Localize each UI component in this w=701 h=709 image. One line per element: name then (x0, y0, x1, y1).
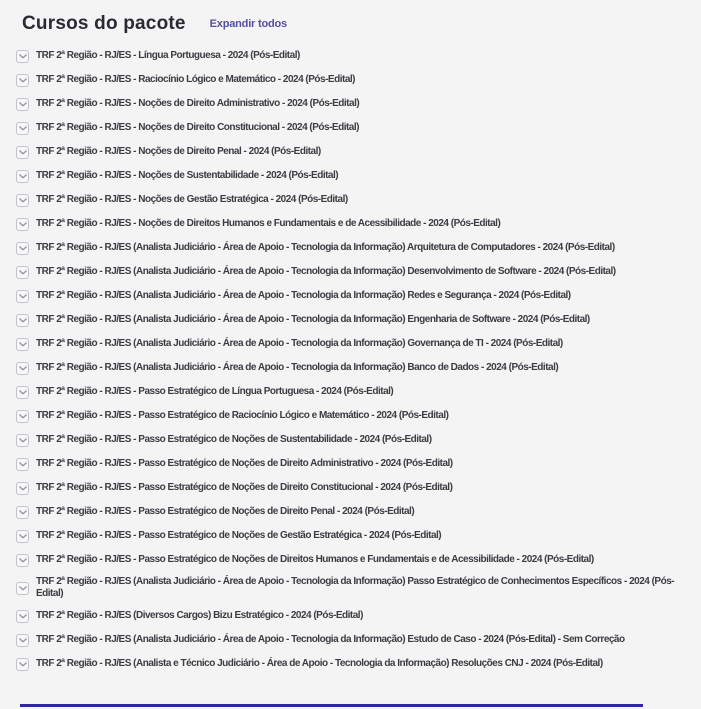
course-row[interactable] (16, 284, 701, 308)
course-title: TRF 2ª Região - RJ/ES - Noções de Sustentabilidade - 2024 (Pós-Edital) (36, 170, 339, 181)
course-expander-icon (16, 170, 29, 183)
chevron-down-icon (19, 150, 27, 155)
course-row[interactable] (16, 212, 701, 236)
chevron-down-icon (19, 78, 27, 83)
course-expander-icon (16, 554, 29, 567)
course-title: TRF 2ª Região - RJ/ES - Noções de Direito Administrativo - 2024 (Pós-Edital) (36, 98, 360, 109)
course-title: TRF 2ª Região - RJ/ES (Diversos Cargos) Bizu Estratégico - 2024 (Pós-Edital) (36, 610, 363, 621)
course-row[interactable] (16, 548, 701, 572)
expand-all-link[interactable]: Expandir todos (209, 18, 287, 30)
course-row[interactable] (16, 500, 701, 524)
chevron-down-icon (19, 414, 27, 419)
course-row[interactable] (16, 164, 701, 188)
chevron-down-icon (19, 438, 27, 443)
course-row[interactable] (16, 44, 701, 68)
course-expander-icon (16, 338, 29, 351)
course-row[interactable] (16, 68, 701, 92)
course-row[interactable] (16, 476, 701, 500)
course-row[interactable] (16, 332, 701, 356)
course-title: TRF 2ª Região - RJ/ES - Passo Estratégico de Noções de Direito Constitucional - 2024 (Pós-Edital) (36, 482, 453, 493)
chevron-down-icon (19, 390, 27, 395)
course-expander-icon (16, 218, 29, 231)
course-expander-icon (16, 582, 29, 595)
course-expander-icon (16, 362, 29, 375)
course-title: TRF 2ª Região - RJ/ES (Analista Judiciário - Área de Apoio - Tecnologia da Informação) Governança de TI - 2024 (Pós-Edital) (36, 338, 563, 349)
course-expander-icon (16, 410, 29, 423)
chevron-down-icon (19, 270, 27, 275)
course-row[interactable] (16, 140, 701, 164)
course-row[interactable] (16, 452, 701, 476)
course-title: TRF 2ª Região - RJ/ES - Passo Estratégico de Noções de Direito Administrativo - 2024 (Pós-Edital) (36, 458, 453, 469)
course-expander-icon (16, 290, 29, 303)
course-expander-icon (16, 386, 29, 399)
course-title: TRF 2ª Região - RJ/ES (Analista Judiciário - Área de Apoio - Tecnologia da Informação) Engenharia de Software - 2024 (Pós-Edital) (36, 314, 590, 325)
course-row[interactable] (16, 308, 701, 332)
chevron-down-icon (19, 198, 27, 203)
bottom-divider (20, 704, 643, 707)
course-title: TRF 2ª Região - RJ/ES (Analista e Técnico Judiciário - Área de Apoio - Tecnologia da Informação) Resoluções CNJ - 2024 (Pós-Edital) (36, 658, 603, 669)
course-title: TRF 2ª Região - RJ/ES (Analista Judiciário - Área de Apoio - Tecnologia da Informação) Redes e Segurança - 2024 (Pós-Edital) (36, 290, 571, 301)
chevron-down-icon (19, 462, 27, 467)
course-title: TRF 2ª Região - RJ/ES (Analista Judiciário - Área de Apoio - Tecnologia da Informação) Desenvolvimento de Software - 2024 (Pós-Edital) (36, 266, 616, 277)
course-expander-icon (16, 146, 29, 159)
chevron-down-icon (19, 510, 27, 515)
course-title: TRF 2ª Região - RJ/ES - Passo Estratégico de Noções de Sustentabilidade - 2024 (Pós-Edital) (36, 434, 432, 445)
course-expander-icon (16, 194, 29, 207)
course-expander-icon (16, 122, 29, 135)
course-title: TRF 2ª Região - RJ/ES - Passo Estratégico de Língua Portuguesa - 2024 (Pós-Edital) (36, 386, 394, 397)
course-title: TRF 2ª Região - RJ/ES - Passo Estratégico de Noções de Direitos Humanos e Fundamentais e de Acessibilidade - 2024 (Pós-Edital) (36, 554, 594, 565)
page-title: Cursos do pacote (22, 13, 186, 34)
course-expander-icon (16, 610, 29, 623)
course-row[interactable] (16, 572, 701, 604)
course-expander-icon (16, 50, 29, 63)
course-title: TRF 2ª Região - RJ/ES - Língua Portuguesa - 2024 (Pós-Edital) (36, 50, 300, 61)
chevron-down-icon (19, 126, 27, 131)
course-expander-icon (16, 658, 29, 671)
course-title: TRF 2ª Região - RJ/ES - Noções de Gestão Estratégica - 2024 (Pós-Edital) (36, 194, 348, 205)
course-row[interactable] (16, 356, 701, 380)
chevron-down-icon (19, 246, 27, 251)
course-expander-icon (16, 458, 29, 471)
chevron-down-icon (19, 342, 27, 347)
chevron-down-icon (19, 294, 27, 299)
course-row[interactable] (16, 404, 701, 428)
course-expander-icon (16, 98, 29, 111)
course-expander-icon (16, 242, 29, 255)
chevron-down-icon (19, 486, 27, 491)
course-row[interactable] (16, 260, 701, 284)
course-row[interactable] (16, 628, 701, 652)
course-row[interactable] (16, 428, 701, 452)
course-title: TRF 2ª Região - RJ/ES (Analista Judiciário - Área de Apoio - Tecnologia da Informação) Arquitetura de Computadores - 2024 (Pós-Edital) (36, 242, 615, 253)
course-row[interactable] (16, 380, 701, 404)
chevron-down-icon (19, 586, 27, 591)
course-expander-icon (16, 506, 29, 519)
course-title: TRF 2ª Região - RJ/ES - Raciocínio Lógico e Matemático - 2024 (Pós-Edital) (36, 74, 355, 85)
course-expander-icon (16, 482, 29, 495)
course-expander-icon (16, 530, 29, 543)
course-expander-icon (16, 266, 29, 279)
course-title: TRF 2ª Região - RJ/ES - Noções de Direito Constitucional - 2024 (Pós-Edital) (36, 122, 359, 133)
chevron-down-icon (19, 222, 27, 227)
course-row[interactable] (16, 116, 701, 140)
chevron-down-icon (19, 558, 27, 563)
chevron-down-icon (19, 54, 27, 59)
course-expander-icon (16, 314, 29, 327)
chevron-down-icon (19, 534, 27, 539)
course-row[interactable] (16, 652, 701, 676)
course-title: TRF 2ª Região - RJ/ES - Passo Estratégico de Noções de Gestão Estratégica - 2024 (Pós-Edital) (36, 530, 442, 541)
chevron-down-icon (19, 638, 27, 643)
course-row[interactable] (16, 524, 701, 548)
course-expander-icon (16, 74, 29, 87)
course-title: TRF 2ª Região - RJ/ES - Passo Estratégico de Noções de Direito Penal - 2024 (Pós-Edital) (36, 506, 415, 517)
chevron-down-icon (19, 102, 27, 107)
course-row[interactable] (16, 604, 701, 628)
course-title: TRF 2ª Região - RJ/ES - Noções de Direitos Humanos e Fundamentais e de Acessibilidade - 2024 (Pós-Edital) (36, 218, 501, 229)
chevron-down-icon (19, 614, 27, 619)
page-header (0, 0, 701, 35)
course-title: TRF 2ª Região - RJ/ES - Passo Estratégico de Raciocínio Lógico e Matemático - 2024 (Pós-Edital) (36, 410, 449, 421)
course-expander-icon (16, 434, 29, 447)
course-row[interactable] (16, 188, 701, 212)
course-row[interactable] (16, 92, 701, 116)
chevron-down-icon (19, 318, 27, 323)
chevron-down-icon (19, 662, 27, 667)
chevron-down-icon (19, 174, 27, 179)
course-row[interactable] (16, 236, 701, 260)
course-title: TRF 2ª Região - RJ/ES (Analista Judiciário - Área de Apoio - Tecnologia da Informação) Estudo de Caso - 2024 (Pós-Edital) - Sem Correção (36, 634, 625, 645)
course-title: TRF 2ª Região - RJ/ES (Analista Judiciário - Área de Apoio - Tecnologia da Informação) Passo Estratégico de Conhecimentos Específicos - 2024 (Pós-Edital) (36, 576, 675, 599)
course-expander-icon (16, 634, 29, 647)
course-title: TRF 2ª Região - RJ/ES (Analista Judiciário - Área de Apoio - Tecnologia da Informação) Banco de Dados - 2024 (Pós-Edital) (36, 362, 559, 373)
course-list (0, 44, 701, 676)
chevron-down-icon (19, 366, 27, 371)
course-title: TRF 2ª Região - RJ/ES - Noções de Direito Penal - 2024 (Pós-Edital) (36, 146, 321, 157)
